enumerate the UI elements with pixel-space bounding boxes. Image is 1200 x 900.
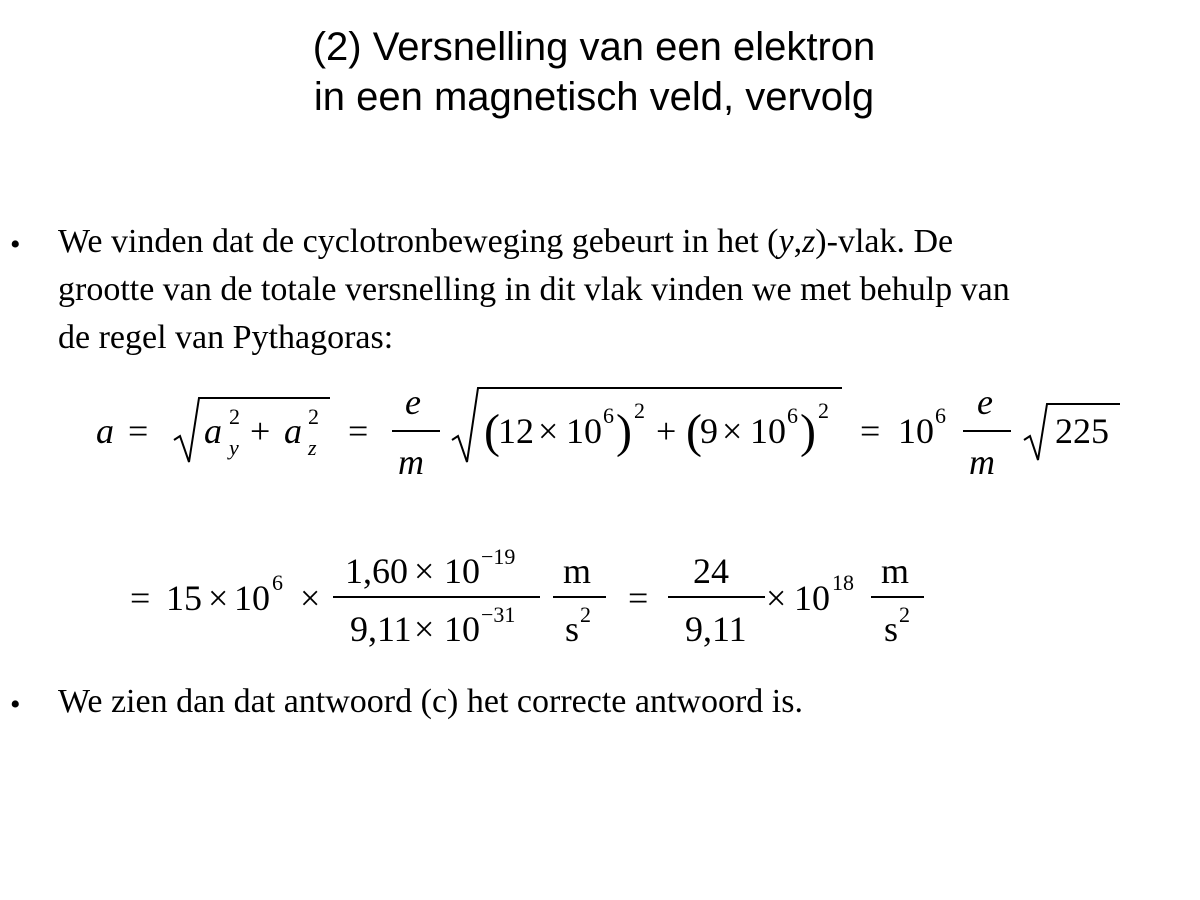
eq2-equals-2: = — [628, 578, 649, 618]
bullet-1-line-3: de regel van Pythagoras: — [58, 319, 394, 356]
eq2-den-exp: −31 — [481, 602, 516, 627]
eq1-plus: + — [250, 411, 271, 451]
eq1-paren-open-1: ( — [484, 405, 500, 458]
eq2-frac2-den: 9,11 — [685, 609, 747, 649]
eq1-az: a — [284, 411, 302, 451]
eq1-a: a — [96, 411, 114, 451]
bullet-marker-2: • — [10, 688, 21, 721]
eq1-paren-open-2: ( — [686, 405, 702, 458]
eq1-times-1: × — [538, 411, 559, 451]
eq1-times-2: × — [722, 411, 743, 451]
eq2-equals-1: = — [130, 578, 151, 618]
eq2-times-3: × — [766, 578, 787, 618]
bullet-2: We zien dan dat antwoord (c) het correcte antwoord is. — [58, 683, 803, 720]
eq2-num-times: × — [414, 551, 435, 591]
eq2-ten-1: 10 — [234, 578, 270, 618]
bullet-1-line-1: We vinden dat de cyclotronbeweging gebeurt in het (y,z)-vlak. De — [58, 223, 954, 260]
title-line-1: (2) Versnelling van een elektron — [312, 25, 876, 69]
eq2-ten-2: 10 — [794, 578, 830, 618]
eq2-times-1: × — [208, 578, 229, 618]
bullet-marker-1: • — [10, 228, 21, 261]
eq1-ten-3: 10 — [898, 411, 934, 451]
eq1-equals-3: = — [860, 411, 881, 451]
eq1-frac2-num: e — [977, 382, 993, 422]
eq2-15: 15 — [166, 578, 202, 618]
eq1-9: 9 — [700, 411, 718, 451]
eq2-unit1-exp: 2 — [580, 602, 591, 627]
equation-1 — [96, 382, 1120, 482]
eq1-paren-close-1: ) — [616, 405, 632, 458]
eq1-225: 225 — [1055, 411, 1109, 451]
eq1-sq-1: 2 — [634, 398, 645, 423]
eq1-equals-2: = — [348, 411, 369, 451]
eq1-exp6-1: 6 — [603, 403, 614, 428]
eq1-exp6-2: 6 — [787, 403, 798, 428]
eq1-plus-2: + — [656, 411, 677, 451]
bullet-1-line-2: grootte van de totale versnelling in dit vlak vinden we met behulp van — [58, 271, 1010, 308]
eq2-exp6: 6 — [272, 570, 283, 595]
eq1-ten-2: 10 — [750, 411, 786, 451]
eq2-unit2-num: m — [881, 551, 910, 591]
eq2-num-exp: −19 — [481, 544, 516, 569]
eq1-az-exp: 2 — [308, 404, 319, 429]
eq2-unit1-num: m — [563, 551, 592, 591]
eq1-y-sub: y — [229, 435, 239, 460]
eq2-unit2-den: s — [884, 609, 899, 649]
eq1-sq-2: 2 — [818, 398, 829, 423]
eq2-den-times: × — [414, 609, 435, 649]
eq2-unit2-exp: 2 — [899, 602, 910, 627]
eq2-times-2: × — [300, 578, 321, 618]
equation-2 — [130, 544, 924, 649]
eq1-frac1-den: m — [398, 442, 424, 482]
eq1-paren-close-2: ) — [800, 405, 816, 458]
eq2-frac2-num: 24 — [693, 551, 729, 591]
eq2-num-value: 1,60 — [345, 551, 408, 591]
title-line-2: in een magnetisch veld, vervolg — [313, 75, 875, 119]
eq1-ay: a — [204, 411, 222, 451]
eq1-frac2-den: m — [969, 442, 995, 482]
eq1-equals-1: = — [128, 411, 149, 451]
eq1-frac1-num: e — [405, 382, 421, 422]
eq1-12: 12 — [498, 411, 534, 451]
eq2-unit1-den: s — [565, 609, 580, 649]
eq2-exp18: 18 — [832, 570, 854, 595]
eq1-exp6-3: 6 — [935, 403, 946, 428]
eq1-ten-1: 10 — [566, 411, 602, 451]
eq2-den-ten: 10 — [444, 609, 480, 649]
eq1-z-sub: z — [308, 435, 317, 460]
eq2-den-value: 9,11 — [350, 609, 412, 649]
eq1-ay-exp: 2 — [229, 404, 240, 429]
eq2-num-ten: 10 — [444, 551, 480, 591]
